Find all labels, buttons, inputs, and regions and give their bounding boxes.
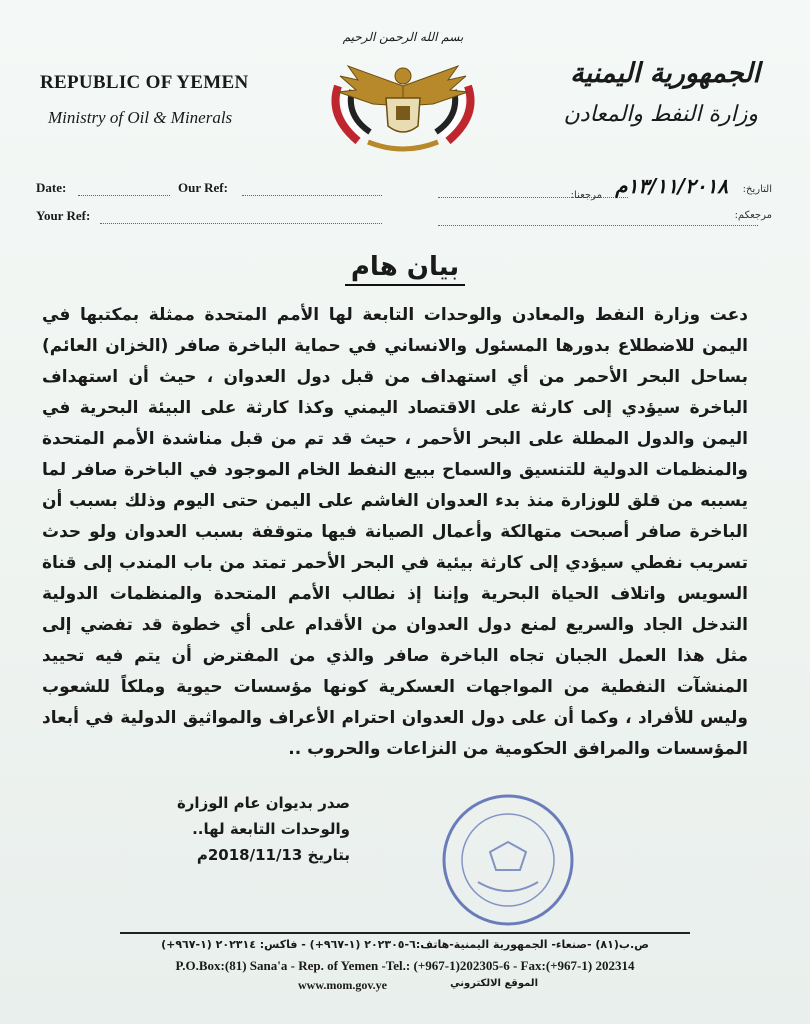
handwritten-date: ١٣/١١/٢٠١٨م <box>615 174 728 198</box>
header-en-title: REPUBLIC OF YEMEN <box>40 72 249 93</box>
footer-website-row <box>298 978 538 993</box>
ar-your-ref-label: مرجعكم: <box>734 210 772 221</box>
signature-line-3: بتاريخ 2018/11/13م <box>196 846 350 864</box>
ar-date-label: التاريخ: <box>742 184 772 195</box>
signature-line-1: صدر بديوان عام الوزارة <box>176 794 350 812</box>
your-ref-field-line <box>100 222 382 224</box>
statement-body: دعت وزارة النفط والمعادن والوحدات التابعة لها الأمم المتحدة ممثلة بمكتبها في اليمن للاضطلاع بدورها المسئول والانساني في حماية الباخرة صافر (الخزان العائم) بساحل البحر الأحمر من أي استهداف من قبل دول العدوان ، حيث أن استهداف الباخرة سيؤدي إلى كارثة على الاقتصاد اليمني وكذا كارثة على البيئة البحرية في اليمن والدول المطلة على البحر الأحمر ، حيث قد تم من قبل مناشدة الأمم المتحدة والمنظمات الدولية للتنسيق والسماح ببيع النفط الخام الموجود في الباخرة صافر لما يسببه من قلق للوزارة منذ بدء العدوان الغاشم على اليمن حتى اليوم وذلك بسبب أن الباخرة صافر أصبحت متهالكة وأعمال الصيانة فيها متوقفة بسبب العدوان ولو حدث تسريب نفطي سيؤدي إلى كارثة بيئية في البحر الأحمر تمتد من باب المندب إلى قناة السويس واتلاف الحياة البحرية وإننا إذ نطالب الأمم المتحدة والمنظمات الدولية التدخل الجاد والسريع لمنع دول العدوان من الأقدام على أي خطوة قد تفضي إلى مثل هذا العمل الجبان تجاه الباخرة صافر والذي من المفترض أن يتم فيه تحييد المنشآت النفطية من المواجهات العسكرية كونها مؤسسات حيوية وملكاً للشعوب وليس للأفراد ، وكما أن على دول العدوان احترام الأعراف والمواثيق الدولية في أبعاد المؤسسات والمرافق الحكومية من النزاعات والحروب .. <box>42 305 748 759</box>
footer-ar-address: ص.ب(٨١) -صنعاء- الجمهورية اليمنية-هاتف:٦-٢٠٢٣٠٥ (١-٩٦٧+) - فاكس: ٢٠٢٣١٤ (١-٩٦٧+) <box>161 938 649 951</box>
header-ar-subtitle: وزارة النفط والمعادن <box>563 102 758 127</box>
website-label: الموقع الالكتروني <box>450 978 538 989</box>
our-ref-label: Our Ref: <box>178 180 228 195</box>
footer-en-address: P.O.Box:(81) Sana'a - Rep. of Yemen -Tel.: (+967-1)202305-6 - Fax:(+967-1) 202314 <box>175 958 635 973</box>
date-field-line <box>78 194 170 196</box>
statement-heading: بيان هام <box>345 252 465 286</box>
footer-divider <box>120 932 690 934</box>
basmala-text: بسم الله الرحمن الرحيم <box>342 30 464 44</box>
statement-heading-wrap <box>0 252 810 282</box>
ar-our-ref-label: مرجعنا: <box>570 190 602 201</box>
signature-block <box>130 790 350 868</box>
header-en-subtitle: Ministry of Oil & Minerals <box>48 108 233 127</box>
header-ar-title: الجمهورية اليمنية <box>570 58 760 89</box>
eagle-emblem-icon <box>318 46 488 164</box>
date-label: Date: <box>36 180 67 195</box>
our-ref-field-line <box>242 194 382 196</box>
ar-your-ref-field-line <box>438 224 758 226</box>
signature-line-2: والوحدات التابعة لها.. <box>192 820 350 838</box>
website-url[interactable]: www.mom.gov.ye <box>298 978 387 992</box>
ministry-stamp-icon <box>438 790 578 930</box>
your-ref-label: Your Ref: <box>36 208 91 223</box>
national-emblem <box>318 30 488 165</box>
